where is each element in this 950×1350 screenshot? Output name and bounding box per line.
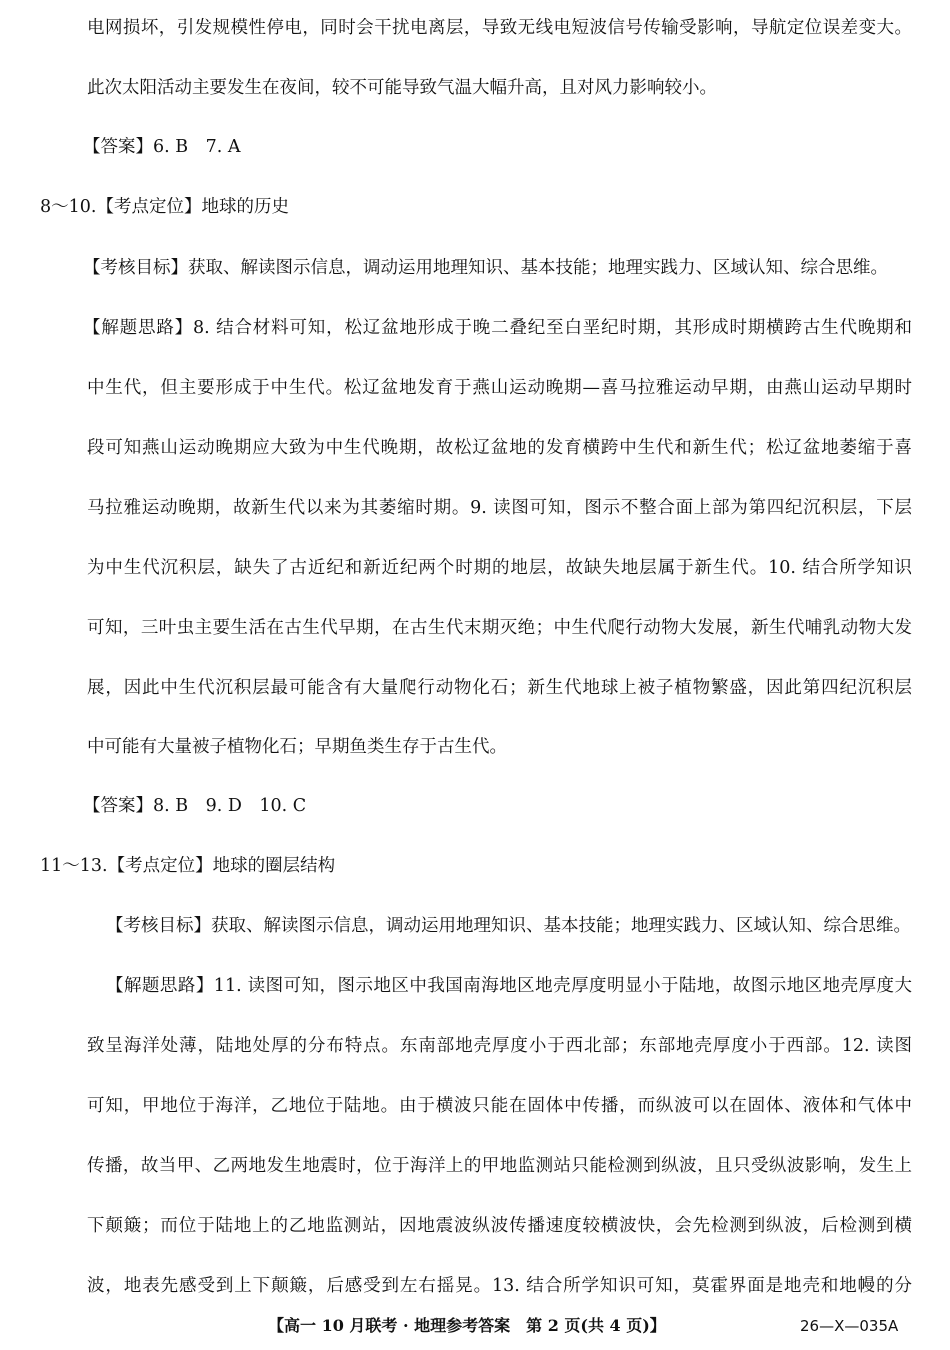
solution-line-3: 段可知燕山运动晚期应大致为中生代晚期，故松辽盆地的发育横跨中生代和新生代；松辽盆地萎缩于喜 bbox=[87, 438, 912, 458]
line-01: 电网损坏，引发规模性停电，同时会干扰电离层，导致无线电短波信号传输受影响，导航定位误差变大。 bbox=[87, 18, 912, 38]
answer-6-7: 【答案】6. B 7. A bbox=[83, 137, 241, 157]
line-02: 此次太阳活动主要发生在夜间，较不可能导致气温大幅升高，且对风力影响较小。 bbox=[87, 78, 717, 98]
footer-title: 【高一 10 月联考 · 地理参考答案 第 2 页(共 4 页)】 bbox=[268, 1316, 666, 1335]
solution2-line-2: 致呈海洋处薄，陆地处厚的分布特点。东南部地壳厚度小于西北部；东部地壳厚度小于西部。12. 读图 bbox=[87, 1036, 912, 1056]
assessment-goal-8-10: 【考核目标】获取、解读图示信息，调动运用地理知识、基本技能；地理实践力、区域认知、综合思维。 bbox=[83, 258, 888, 278]
section-heading-11-13: 11～13.【考点定位】地球的圈层结构 bbox=[40, 856, 336, 876]
assessment-goal-11-13: 【考核目标】获取、解读图示信息，调动运用地理知识、基本技能；地理实践力、区域认知、综合思维。 bbox=[106, 916, 911, 936]
solution2-line-6: 波，地表先感受到上下颠簸，后感受到左右摇晃。13. 结合所学知识可知，莫霍界面是地壳和地幔的分 bbox=[87, 1276, 912, 1296]
solution-line-6: 可知，三叶虫主要生活在古生代早期，在古生代末期灭绝；中生代爬行动物大发展，新生代哺乳动物大发 bbox=[87, 618, 912, 638]
solution-line-7: 展，因此中生代沉积层最可能含有大量爬行动物化石；新生代地球上被子植物繁盛，因此第四纪沉积层 bbox=[87, 678, 912, 698]
solution2-line-1: 【解题思路】11. 读图可知，图示地区中我国南海地区地壳厚度明显小于陆地，故图示地区地壳厚度大 bbox=[106, 976, 912, 996]
solution-line-2: 中生代，但主要形成于中生代。松辽盆地发育于燕山运动晚期—喜马拉雅运动早期，由燕山运动早期时 bbox=[87, 378, 912, 398]
solution-line-1: 【解题思路】8. 结合材料可知，松辽盆地形成于晚二叠纪至白垩纪时期，其形成时期横跨古生代晚期和 bbox=[83, 318, 912, 338]
solution2-line-3: 可知，甲地位于海洋，乙地位于陆地。由于横波只能在固体中传播，而纵波可以在固体、液体和气体中 bbox=[87, 1096, 912, 1116]
page-footer bbox=[0, 1314, 950, 1338]
solution2-line-5: 下颠簸；而位于陆地上的乙地监测站，因地震波纵波传播速度较横波快，会先检测到纵波，后检测到横 bbox=[87, 1216, 912, 1236]
solution-line-4: 马拉雅运动晚期，故新生代以来为其萎缩时期。9. 读图可知，图示不整合面上部为第四纪沉积层，下层 bbox=[87, 498, 912, 518]
solution2-line-4: 传播，故当甲、乙两地发生地震时，位于海洋上的甲地监测站只能检测到纵波，且只受纵波影响，发生上 bbox=[87, 1156, 912, 1176]
answer-8-10: 【答案】8. B 9. D 10. C bbox=[83, 796, 307, 816]
section-heading-8-10: 8～10.【考点定位】地球的历史 bbox=[40, 197, 289, 217]
footer-code: 26—X—035A bbox=[800, 1317, 899, 1335]
solution-line-8: 中可能有大量被子植物化石；早期鱼类生存于古生代。 bbox=[87, 737, 507, 757]
solution-line-5: 为中生代沉积层，缺失了古近纪和新近纪两个时期的地层，故缺失地层属于新生代。10. 结合所学知识 bbox=[87, 558, 912, 578]
